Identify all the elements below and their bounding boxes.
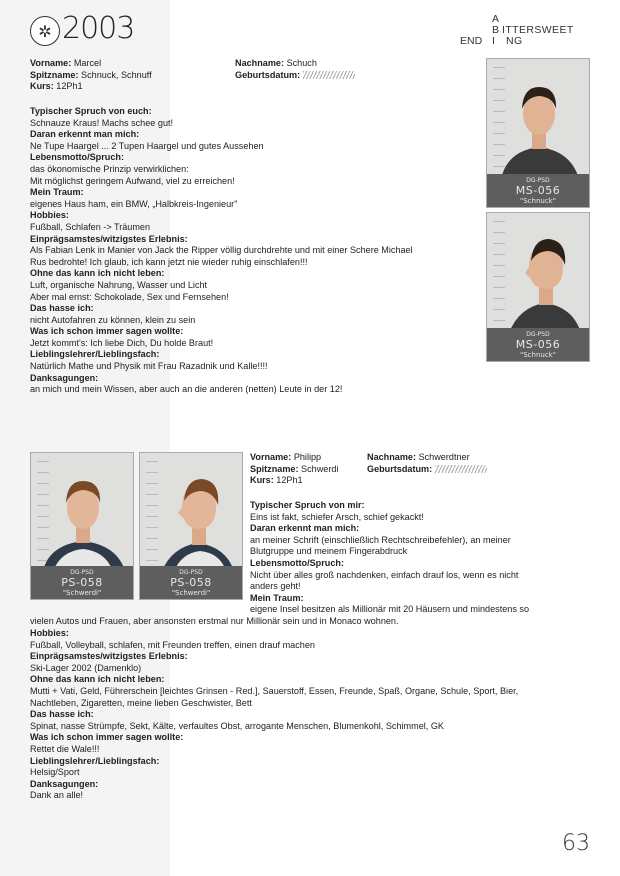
entry-label: Lebensmotto/Spruch:: [30, 152, 124, 163]
profile-entry: [30, 268, 480, 303]
brand-wordmark: A B ITTERSWEET END I NG: [460, 13, 574, 47]
person2-dream-continuation: vielen Autos und Frauen, aber ansonsten erstmal nur Millionär sein und in Monaco wohnen.: [30, 616, 399, 626]
profile-entry: [30, 187, 480, 210]
profile-entry: [30, 674, 595, 709]
entry-label: Das hasse ich:: [30, 709, 94, 720]
entry-text: nicht Autofahren zu können, klein zu sein: [30, 314, 196, 325]
profile-entry: [30, 210, 480, 233]
entry-label: Daran erkennt man mich:: [30, 129, 140, 140]
profile-entry: [30, 651, 595, 674]
profile-entry: [30, 349, 480, 372]
year-heading: 2003: [62, 11, 135, 46]
entry-text: Luft, organische Nahrung, Wasser und Licht Aber mal ernst: Schokolade, Sex und Fernsehen!: [30, 279, 229, 302]
entry-label: Typischer Spruch von mir:: [250, 500, 365, 510]
profile-entry: [30, 709, 595, 732]
entry-text: an meiner Schrift (einschließlich Rechtschreibefehler), an meiner Blutgruppe und meinem Fingerabdruck: [250, 534, 511, 557]
entry-label: Was ich schon immer sagen wollte:: [30, 326, 184, 337]
entry-label: Einprägsamstes/witzigstes Erlebnis:: [30, 651, 188, 662]
entry-label: Danksagungen:: [30, 778, 99, 789]
entry-text: eigene Insel besitzen als Millionär mit 20 Häusern und mindestens so: [250, 604, 530, 615]
profile-entry: [30, 152, 480, 187]
person1-photo-profile: DG-PSD MS-056 "Schnuck": [486, 212, 590, 362]
entry-label: Was ich schon immer sagen wollte:: [30, 732, 184, 743]
entry-text: Ski-Lager 2002 (Damenklo): [30, 662, 142, 673]
profile-entry: [30, 373, 480, 396]
entry-text: eigenes Haus ham, ein BMW, „Halbkreis-Ingenieur": [30, 198, 238, 209]
entry-label: Typischer Spruch von euch:: [30, 106, 152, 116]
entry-text: Spinat, nasse Strümpfe, Sekt, Kälte, verfaultes Obst, arrogante Menschen, Blumenkohl, Schimmel, GK: [30, 720, 444, 731]
profile-entry: [250, 523, 590, 558]
entry-text: Ne Tupe Haargel ... 2 Tupen Haargel und gutes Aussehen: [30, 140, 264, 151]
logo-icon: ✲: [30, 16, 60, 46]
redacted-birthdate: [303, 71, 355, 79]
entry-text: Nicht über alles groß nachdenken, einfach drauf los, wenn es nicht anders geht!: [250, 569, 519, 592]
profile-entry: [30, 106, 480, 129]
profile-entry: [30, 129, 480, 152]
entry-text: Fußball, Schlafen -> Träumen: [30, 221, 151, 232]
entry-label: Hobbies:: [30, 628, 69, 638]
profile-entry: [30, 234, 480, 269]
entry-label: Einprägsamstes/witzigstes Erlebnis:: [30, 233, 188, 244]
entry-label: Das hasse ich:: [30, 303, 94, 314]
person2-fields: Vorname: Philipp Nachname: Schwerdtner Spitzname: Schwerdi Geburtsdatum: Kurs: 12Ph1: [250, 452, 590, 487]
entry-label: Lebensmotto/Spruch:: [250, 557, 344, 568]
entry-label: Mein Traum:: [250, 592, 304, 603]
page-number: 63: [562, 831, 590, 856]
profile-entry: [30, 303, 480, 326]
entry-text: Schnauze Kraus! Machs schee gut!: [30, 117, 174, 128]
entry-text: Als Fabian Lenk in Manier von Jack the Ripper völlig durchdrehte und mit einer Schere Michael Rus bedrohte! Ich glaub, ich kann jetzt nie wieder ruhig einschlafen!!!: [30, 245, 413, 267]
entry-text: Fußball, Volleyball, schlafen, mit Freunden treffen, einen drauf machen: [30, 639, 315, 650]
profile-entry: [250, 593, 590, 616]
entry-text: Dank an alle!: [30, 790, 84, 801]
entry-text: Rettet die Wale!!!: [30, 743, 100, 754]
entry-label: Lieblingslehrer/Lieblingsfach:: [30, 755, 160, 766]
entry-label: Hobbies:: [30, 210, 69, 221]
entry-text: Jetzt kommt's: Ich liebe Dich, Du holde Braut!: [30, 337, 214, 348]
entry-text: Natürlich Mathe und Physik mit Frau Razadnik und Kalle!!!!: [30, 361, 268, 372]
entry-text: Mutti + Vati, Geld, Führerschein [leichtes Grinsen - Red.], Sauerstoff, Essen, Freunde, Spaß, Organe, Schule, Sport, Bier, Nachtleben, Zigaretten, meine lieben Geschwister, Bett: [30, 685, 519, 708]
entry-label: Ohne das kann ich nicht leben:: [30, 268, 165, 279]
profile-entry: [250, 500, 590, 523]
redacted-birthdate: [435, 465, 487, 473]
entry-text: an mich und mein Wissen, aber auch an die anderen (netten) Leute in der 12!: [30, 384, 343, 395]
entry-text: das ökonomische Prinzip verwirklichen: Mit möglichst geringem Aufwand, viel zu erreichen!: [30, 163, 235, 186]
entry-label: Mein Traum:: [30, 187, 84, 198]
profile-entry: [30, 779, 595, 802]
entry-label: Ohne das kann ich nicht leben:: [30, 674, 165, 685]
profile-entry: [250, 558, 590, 593]
entry-label: Lieblingslehrer/Lieblingsfach:: [30, 349, 160, 360]
profile-entry: [30, 326, 480, 349]
person2-photo-profile: DG-PSD PS-058 "Schwerdi": [139, 452, 243, 600]
entry-label: Danksagungen:: [30, 372, 99, 383]
profile-entry: [30, 756, 595, 779]
person1-profile-entries: [30, 106, 480, 396]
entry-label: Daran erkennt man mich:: [250, 523, 360, 534]
person1-fields: Vorname: Marcel Nachname: Schuch Spitzname: Schnuck, Schnuff Geburtsdatum: Kurs: 12Ph1: [30, 58, 470, 93]
person2-photo-front: DG-PSD PS-058 "Schwerdi": [30, 452, 134, 600]
profile-entry: [30, 732, 595, 755]
profile-entry: [30, 628, 595, 651]
entry-text: Eins ist fakt, schiefer Arsch, schief gekackt!: [250, 511, 424, 522]
person1-photo-front: DG-PSD MS-056 "Schnuck": [486, 58, 590, 208]
entry-text: Helsig/Sport: [30, 767, 80, 778]
person2-entries-narrow: [250, 500, 590, 616]
person2-entries-wide: [30, 628, 595, 802]
